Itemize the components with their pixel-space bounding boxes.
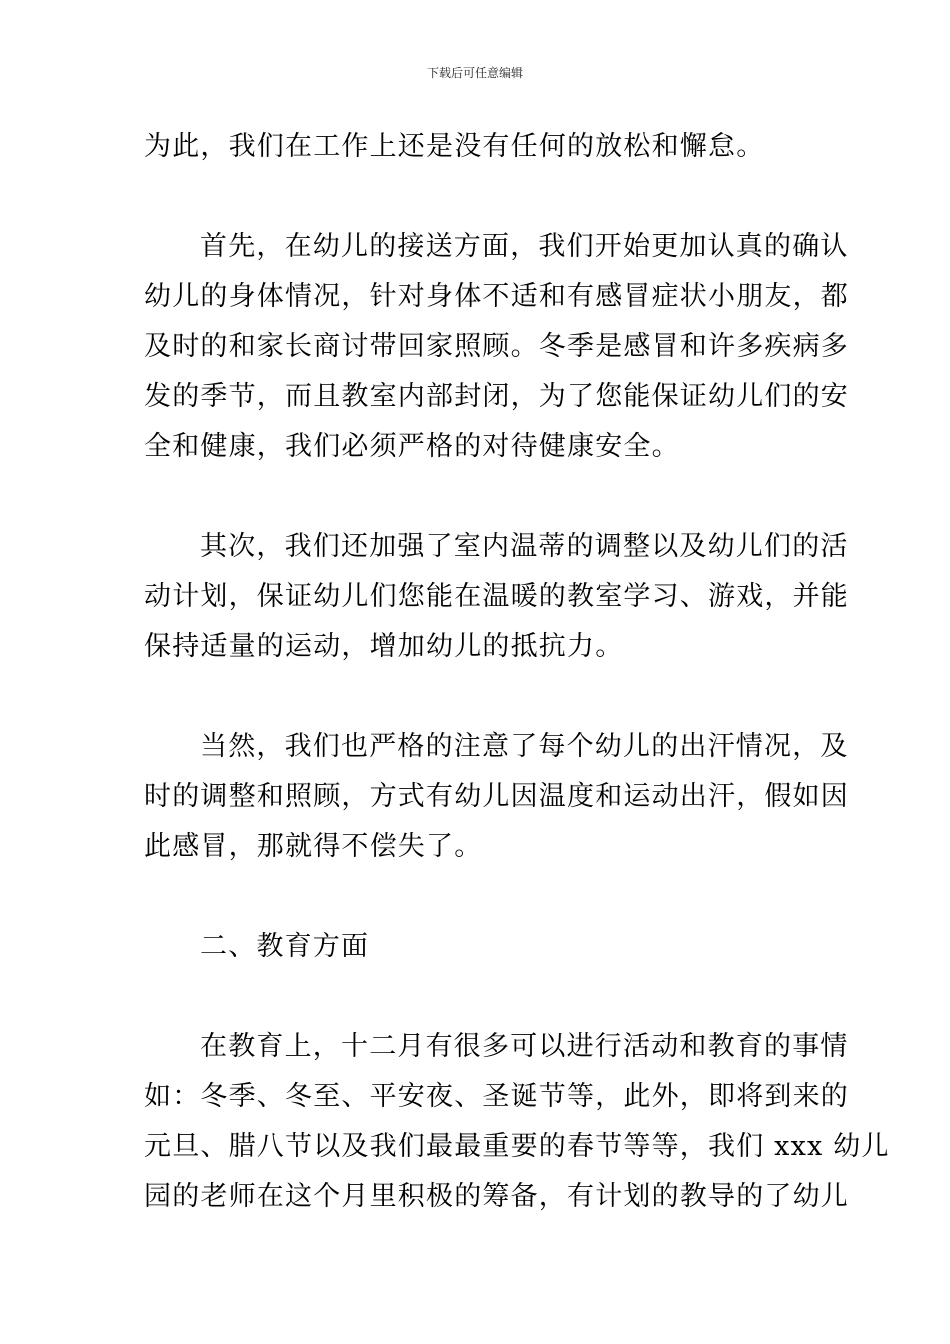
text-line: 及时的和家长商讨带回家照顾。冬季是感冒和许多疾病多 (144, 331, 849, 362)
text-line: 当然，我们也严格的注意了每个幼儿的出汗情况，及 (200, 731, 849, 762)
text-line: 为此，我们在工作上还是没有任何的放松和懈怠。 (144, 131, 765, 162)
section-heading-education (144, 922, 812, 972)
text-line: 保持适量的运动，增加幼儿的抵抗力。 (144, 631, 624, 662)
text-line: 如：冬季、冬至、平安夜、圣诞节等，此外，即将到来的 (144, 1081, 849, 1112)
text-line: 全和健康，我们必须严格的对待健康安全。 (144, 431, 680, 462)
paragraph-continuation (144, 122, 812, 172)
paragraph-education (144, 1022, 890, 1222)
text-line: 幼儿的身体情况，针对身体不适和有感冒症状小朋友，都 (144, 281, 849, 312)
text-line: 发的季节，而且教室内部封闭，为了您能保证幼儿们的安 (144, 381, 849, 412)
document-body (144, 122, 890, 1222)
paragraph-sweating (144, 722, 849, 872)
text-line: 动计划，保证幼儿们您能在温暖的教室学习、游戏，并能 (144, 581, 849, 612)
text-line: 时的调整和照顾，方式有幼儿因温度和运动出汗，假如因 (144, 781, 849, 812)
text-line: 在教育上，十二月有很多可以进行活动和教育的事情 (200, 1031, 849, 1062)
paragraph-temperature (144, 522, 849, 672)
text-line: 首先，在幼儿的接送方面，我们开始更加认真的确认 (200, 231, 849, 262)
text-line: 其次，我们还加强了室内温蒂的调整以及幼儿们的活 (200, 531, 849, 562)
text-line: 元旦、腊八节以及我们最最重要的春节等等，我们 xxx 幼儿 (144, 1131, 890, 1162)
page-header-note: 下载后可任意编辑 (426, 66, 523, 80)
section-heading-text: 二、教育方面 (200, 931, 370, 962)
paragraph-pickup (144, 222, 849, 472)
text-line: 园的老师在这个月里积极的筹备，有计划的教导的了幼儿 (144, 1181, 849, 1212)
text-line: 此感冒，那就得不偿失了。 (144, 831, 483, 862)
